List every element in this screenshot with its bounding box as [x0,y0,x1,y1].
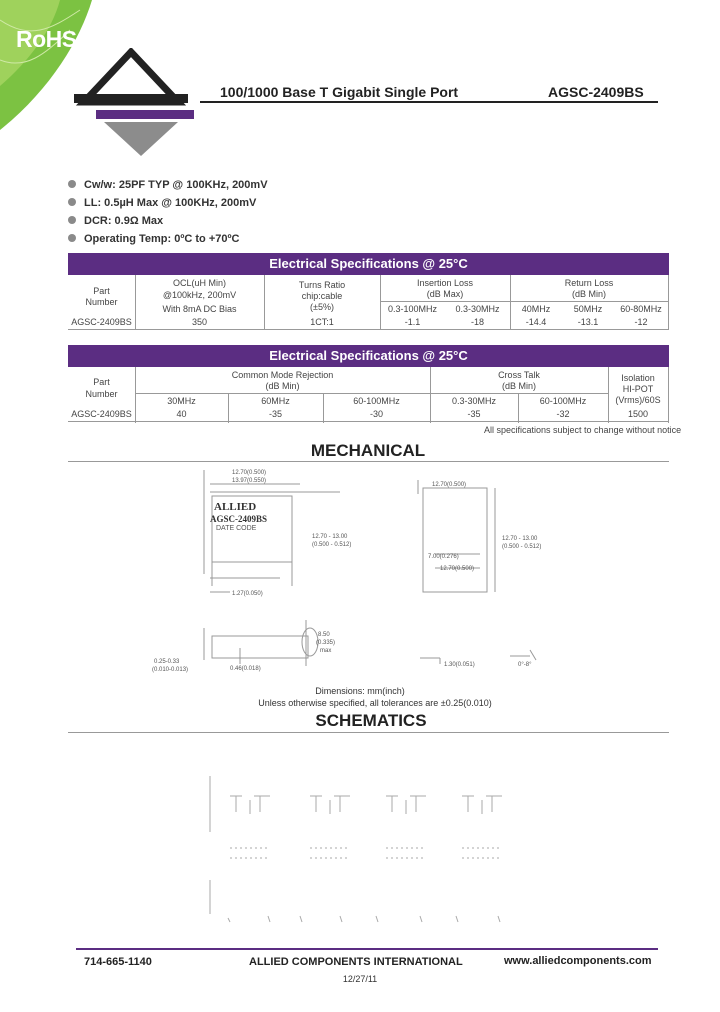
dim-label: (0.335) [316,640,336,646]
dim-label: 8.50 [318,632,330,638]
col-header: HI-POT [622,384,654,394]
page-title: 100/1000 Base T Gigabit Single Port [220,84,459,100]
footer-rule [76,948,658,950]
table-cell: -18 [470,317,484,327]
bullet-icon [68,216,76,224]
schematics-title: SCHEMATICS [315,711,427,730]
header-rule [200,101,658,103]
bullet-icon [68,180,76,188]
table-cell: -13.1 [577,317,599,327]
dim-label: 12.70 - 13.00 [502,536,538,542]
footer-website[interactable]: www.alliedcomponents.com [504,955,652,967]
table-cell: AGSC-2409BS [71,317,132,327]
table-cell: 40 [176,409,187,419]
table-cell: AGSC-2409BS [71,409,132,419]
col-header: 60-100MHz [353,396,400,406]
col-header: Turns Ratio [298,280,346,290]
col-header: (dB Min) [265,381,300,391]
table-cell: -35 [268,409,282,419]
marking-label: AGSC-2409BS [210,514,268,524]
dim-label: 7.00(0.276) [428,554,459,560]
dim-label: 12.70(0.500) [432,482,467,488]
tolerance-note: Unless otherwise specified, all tolerances are ±0.25(0.010) [258,698,492,708]
col-header: Return Loss [564,278,614,288]
col-header: 0.3-30MHz [451,396,496,406]
part-number: AGSC-2409BS [548,84,644,100]
footer-date: 12/27/11 [342,974,378,984]
dimensions-note: Dimensions: mm(inch) [315,686,405,696]
dim-label: 1.30(0.051) [444,662,475,668]
col-header: chip:cable [301,291,343,301]
dim-label: (0.500 - 0.512) [502,544,542,550]
bullet-icon [68,198,76,206]
spec1-table [68,275,669,330]
col-header: Cross Talk [498,370,540,380]
dim-label: (0.010-0.013) [152,667,189,673]
col-header: Isolation [621,373,655,383]
dim-label: 12.70 - 13.00 [312,534,348,540]
feature-item: Cw/w: 25PF TYP @ 100KHz, 200mV [68,177,268,193]
col-header: Common Mode Rejection [231,370,334,380]
spec1-bar: Electrical Specifications @ 25°C [68,253,669,275]
dim-label: 12.70(0.500) [440,566,475,572]
col-header: OCL(uH Min) [172,278,226,288]
feature-item: LL: 0.5µH Max @ 100KHz, 200mV [68,195,256,211]
table-cell: -14.4 [525,317,547,327]
col-header: Insertion Loss [416,278,474,288]
table-cell: 1CT:1 [310,317,334,327]
col-header: (Vrms)/60S [615,395,661,405]
col-header: 60-100MHz [539,396,587,406]
col-header: With 8mA DC Bias [162,304,237,314]
rohs-badge: RoHS [16,26,77,52]
col-header: Part [93,377,110,387]
schematic-diagram [200,736,520,936]
table-cell: 350 [191,317,208,327]
bullet-icon [68,234,76,242]
footer-company: ALLIED COMPONENTS INTERNATIONAL [249,956,463,968]
mechanical-title: MECHANICAL [310,441,426,460]
col-header: 30MHz [167,396,196,406]
table-cell: -30 [369,409,383,419]
col-header: (±5%) [310,302,334,312]
feature-item: DCR: 0.9Ω Max [68,213,163,229]
dim-label: 0.25-0.33 [154,659,180,665]
dim-label: 12.70(0.500) [232,470,267,476]
col-header: 40MHz [521,304,551,314]
table-cell: -1.1 [404,317,421,327]
dim-label: (0.500 - 0.512) [312,542,352,548]
dim-label: 1.27(0.050) [232,591,263,597]
table-cell: 1500 [627,409,649,419]
section-rule [68,732,669,733]
spec2-bar: Electrical Specifications @ 25°C [68,345,669,367]
col-header: 0.3-100MHz [387,304,438,314]
section-rule [68,461,669,462]
table-cell: -32 [556,409,570,419]
col-header: 0.3-30MHz [455,304,500,314]
marking-label: DATE CODE [216,525,257,532]
dim-label: max [320,648,332,654]
col-header: @100kHz, 200mV [162,290,237,300]
dim-label: 0.46(0.018) [230,666,261,672]
allied-logo-icon [68,48,194,158]
col-header: Part [93,286,110,296]
col-header: 60-80MHz [620,304,662,314]
col-header: 50MHz [573,304,603,314]
dim-label: 0°-8° [518,662,532,668]
col-header: 60MHz [261,396,290,406]
col-header: Number [85,297,118,307]
table-cell: -35 [467,409,481,419]
dim-label: 13.97(0.550) [232,478,267,484]
table-cell: -12 [634,317,648,327]
feature-item: Operating Temp: 0ºC to +70ºC [68,231,239,247]
marking-label: ALLIED [214,501,257,513]
col-header: (dB Min) [571,289,606,299]
col-header: Number [85,389,118,399]
spec2-table [68,367,669,423]
mechanical-drawing [140,464,560,684]
spec-note: All specifications subject to change without notice [484,425,682,435]
col-header: (dB Min) [501,381,536,391]
footer-phone: 714-665-1140 [84,956,152,968]
col-header: (dB Max) [426,289,464,299]
